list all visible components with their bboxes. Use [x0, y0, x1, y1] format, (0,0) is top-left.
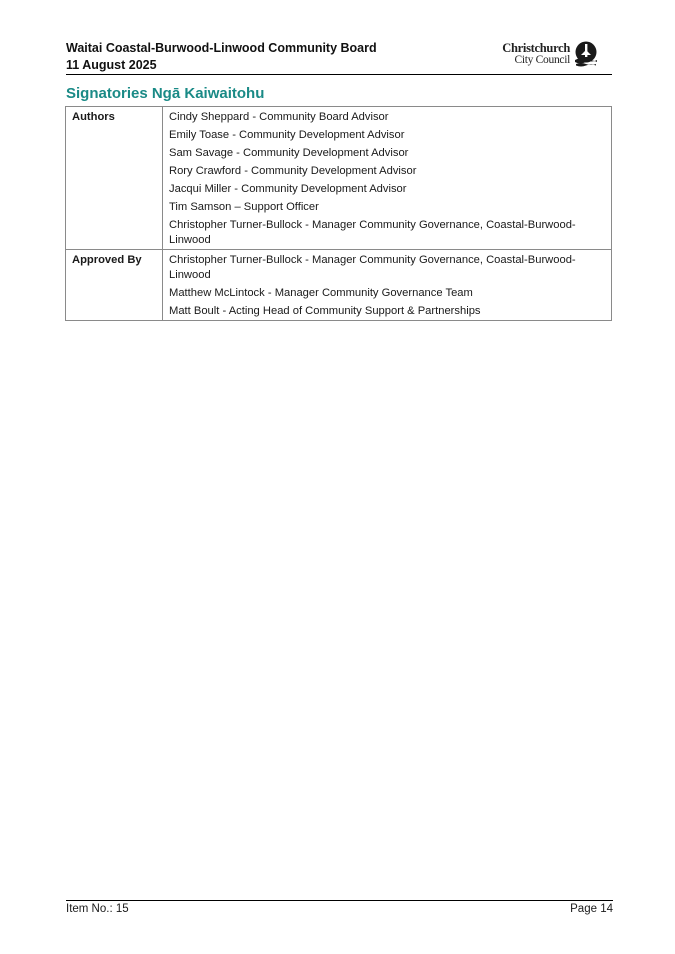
list-item: Matt Boult - Acting Head of Community Support & Partnerships — [169, 304, 481, 317]
logo-line2: City Council — [514, 54, 570, 66]
list-item: Rory Crawford - Community Development Advisor — [169, 165, 417, 177]
list-item: Tim Samson – Support Officer — [169, 201, 319, 213]
page-footer — [66, 900, 613, 915]
council-logo — [502, 40, 598, 68]
role-cell: Approved By — [66, 250, 163, 321]
section-title: Signatories Ngā Kaiwaitohu — [66, 85, 265, 102]
logo-line1: Christchurch — [502, 41, 570, 55]
page-header — [66, 40, 612, 75]
list-item: Cindy Sheppard - Community Board Advisor — [169, 111, 389, 123]
table-row — [66, 250, 612, 321]
list-item: Christopher Turner-Bullock - Manager Community Governance, Coastal-Burwood-Linwood — [169, 254, 576, 281]
list-item: Sam Savage - Community Development Advisor — [169, 147, 409, 159]
header-title — [66, 40, 377, 74]
meeting-date: 11 August 2025 — [66, 58, 157, 72]
list-item: Matthew McLintock - Manager Community Governance Team — [169, 286, 473, 299]
board-name: Waitai Coastal-Burwood-Linwood Community Board — [66, 41, 377, 55]
list-item: Christopher Turner-Bullock - Manager Community Governance, Coastal-Burwood-Linwood — [169, 219, 576, 246]
item-number: Item No.: 15 — [66, 903, 129, 915]
table-row — [66, 107, 612, 250]
cathedral-icon — [574, 41, 598, 67]
signatories-table — [65, 106, 612, 321]
role-cell: Authors — [66, 107, 163, 250]
page-number: Page 14 — [570, 903, 613, 915]
list-item: Emily Toase - Community Development Advisor — [169, 129, 405, 141]
names-cell — [163, 250, 612, 321]
names-cell — [163, 107, 612, 250]
list-item: Jacqui Miller - Community Development Advisor — [169, 183, 407, 195]
